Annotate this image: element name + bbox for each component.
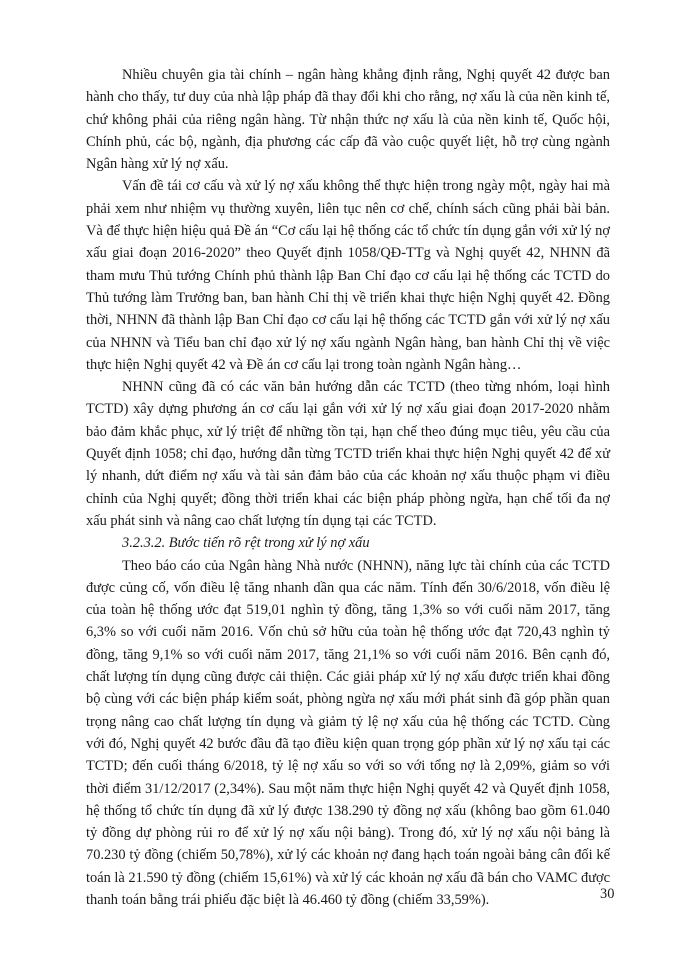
page-number: 30	[600, 886, 615, 902]
paragraph: Vấn đề tái cơ cấu và xử lý nợ xấu không thể thực hiện trong ngày một, ngày hai mà phải xem như nhiệm vụ thường xuyên, liên tục nên cơ chế, chính sách cũng phải bài bản. Và để thực hiện hiệu quả Đề án “Cơ cấu lại hệ thống các tổ chức tín dụng gắn với xử lý nợ xấu giai đoạn 2016-2020” theo Quyết định 1058/QĐ-TTg và Nghị quyết 42, NHNN đã tham mưu Thủ tướng Chính phủ thành lập Ban Chỉ đạo cơ cấu lại hệ thống các TCTD do Thủ tướng làm Trưởng ban, ban hành Chỉ thị về triển khai thực hiện Nghị quyết 42. Đồng thời, NHNN đã thành lập Ban Chỉ đạo cơ cấu lại hệ thống các TCTD gắn với xử lý nợ xấu của NHNN và Tiểu ban chỉ đạo xử lý nợ xấu ngành Ngân hàng, ban hành Chỉ thị về việc thực hiện Nghị quyết 42 và Đề án cơ cấu lại trong toàn ngành Ngân hàng…	[86, 178, 610, 373]
section-heading: 3.2.3.2. Bước tiến rõ rệt trong xử lý nợ xấu	[122, 535, 370, 552]
paragraph: NHNN cũng đã có các văn bản hướng dẫn các TCTD (theo từng nhóm, loại hình TCTD) xây dựng phương án cơ cấu lại gắn với xử lý nợ xấu giai đoạn 2017-2020 nhằm bảo đảm khắc phục, xử lý triệt để những tồn tại, hạn chế theo đúng mục tiêu, yêu cầu của Quyết định 1058; chỉ đạo, hướng dẫn từng TCTD triển khai thực hiện Nghị quyết 42 để xử lý nhanh, dứt điểm nợ xấu và tài sản đảm bảo của các khoản nợ xấu thuộc phạm vi điều chỉnh của Nghị quyết; đồng thời triển khai các biện pháp phòng ngừa, hạn chế tối đa nợ xấu phát sinh và nâng cao chất lượng tín dụng tại các TCTD.	[86, 379, 610, 529]
document-body	[86, 64, 610, 911]
paragraph: Nhiều chuyên gia tài chính – ngân hàng khẳng định rằng, Nghị quyết 42 được ban hành cho thấy, tư duy của nhà lập pháp đã thay đổi khi cho rằng, nợ xấu là của nền kinh tế, chứ không phải của riêng ngân hàng. Từ nhận thức nợ xấu là của nền kinh tế, Quốc hội, Chính phủ, các bộ, ngành, địa phương các cấp đã vào cuộc quyết liệt, hỗ trợ cùng ngành Ngân hàng xử lý nợ xấu.	[86, 67, 610, 173]
paragraph: Theo báo cáo của Ngân hàng Nhà nước (NHNN), năng lực tài chính của các TCTD được củng cố, vốn điều lệ tăng nhanh dần qua các năm. Tính đến 30/6/2018, vốn điều lệ của toàn hệ thống ước đạt 519,01 nghìn tỷ đồng, tăng 1,3% so với cuối năm 2017, tăng 6,3% so với cuối năm 2016. Vốn chủ sở hữu của toàn hệ thống ước đạt 720,43 nghìn tỷ đồng, tăng 9,1% so với cuối năm 2017, tăng 21,1% so với cuối năm 2016. Bên cạnh đó, chất lượng tín dụng cũng được cải thiện. Các giải pháp xử lý nợ xấu được triển khai đồng bộ cùng với các biện pháp kiểm soát, phòng ngừa nợ xấu mới phát sinh đã góp phần quan trọng nâng cao chất lượng tín dụng và giảm tỷ lệ nợ xấu của hệ thống các TCTD. Cùng với đó, Nghị quyết 42 bước đầu đã tạo điều kiện quan trọng góp phần xử lý nợ xấu tại các TCTD; đến cuối tháng 6/2018, tỷ lệ nợ xấu so với so với tổng nợ là 2,09%, giảm so với thời điểm 31/12/2017 (2,34%). Sau một năm thực hiện Nghị quyết 42 và Quyết định 1058, hệ thống tổ chức tín dụng đã xử lý được 138.290 tỷ đồng nợ xấu (không bao gồm 61.040 tỷ đồng dự phòng rủi ro để xử lý nợ xấu nội bảng). Trong đó, xử lý nợ xấu nội bảng là 70.230 tỷ đồng (chiếm 50,78%), xử lý các khoản nợ đang hạch toán ngoài bảng cân đối kế toán là 21.590 tỷ đồng (chiếm 15,61%) và xử lý các khoản nợ xấu đã bán cho VAMC được thanh toán bằng trái phiếu đặc biệt là 46.460 tỷ đồng (chiếm 33,59%).	[86, 557, 610, 908]
